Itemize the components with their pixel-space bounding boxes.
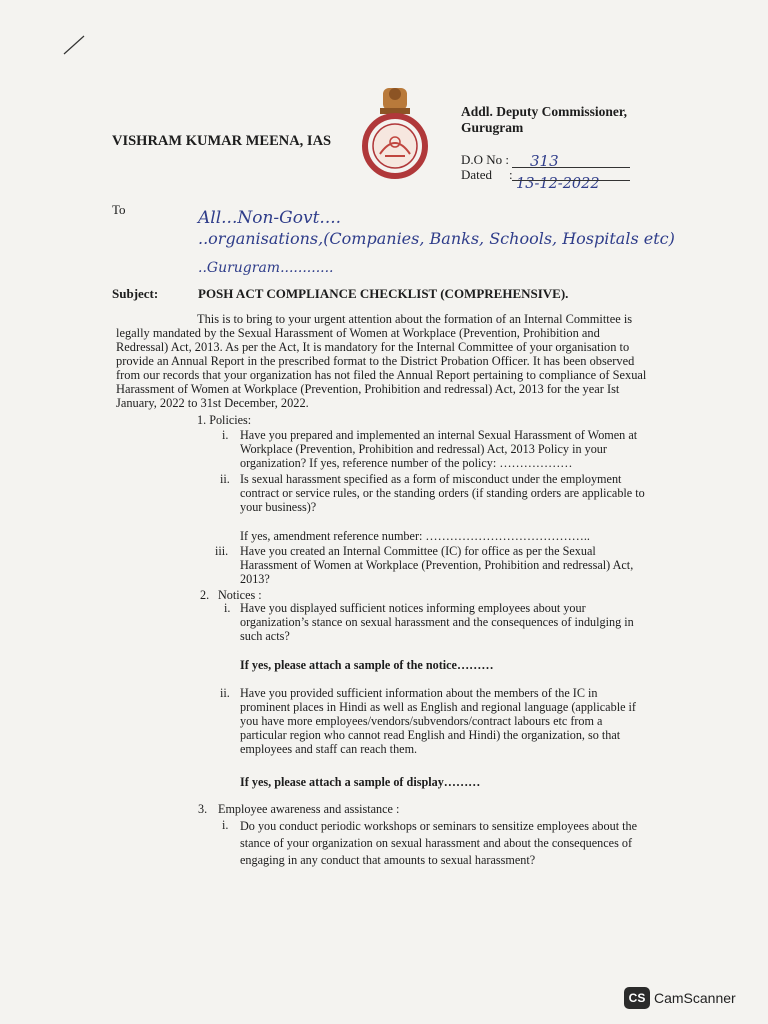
recipient-line-3: ..Gurugram............ [198, 260, 334, 276]
do-value: 313 [530, 152, 559, 170]
intro-line: January, 2022 to 31st December, 2022. [116, 396, 309, 410]
recipient-line-2: ..organisations,(Companies, Banks, Schools, Hospitals etc) [198, 229, 675, 248]
intro-line: legally mandated by the Sexual Harassment of Women at Workplace (Prevention, Prohibition and [116, 326, 600, 340]
notices-question-2: Have you provided sufficient information about the members of the IC in prominent places in Hindi as well as English and regional language (applicable if you have more employees/vendors/subvendors/contract labours etc from a particular region who cannot read English and Hindi) the organization, so that employees and staff can reach them. [240, 686, 636, 756]
section-2-heading: Notices : [218, 588, 262, 602]
officer-name: VISHRAM KUMAR MEENA, IAS [112, 133, 332, 149]
designation: Addl. Deputy Commissioner, [461, 104, 628, 119]
do-underline [512, 167, 630, 168]
section-number: 3. [198, 802, 208, 816]
pen-mark [60, 30, 90, 60]
subject-text: POSH ACT COMPLIANCE CHECKLIST (COMPREHENSIVE). [198, 286, 569, 301]
do-label: D.O No : [461, 152, 510, 167]
awareness-question-1: Do you conduct periodic workshops or seminars to sensitize employees about the stance of your organization on sexual harassment and about the consequences of engaging in any conduct that amounts to sexual harassment? [240, 819, 638, 867]
item-number: ii. [220, 472, 230, 486]
item-number: i. [222, 818, 229, 832]
to-label: To [112, 202, 126, 217]
policy-question-1: Have you prepared and implemented an internal Sexual Harassment of Women at Workplace (Prevention, Prohibition and redressal) Act, 2013 Policy in your organization? If yes, reference number of the policy: ……………… [240, 428, 638, 470]
dated-colon: : [509, 167, 513, 182]
notice-attach-note: If yes, please attach a sample of the notice……… [240, 658, 494, 672]
policy-question-3: Have you created an Internal Committee (IC) for office as per the Sexual Harassment of Women at Workplace (Prevention, Prohibition and redressal) Act, 2013? [240, 544, 634, 586]
intro-line: provide an Annual Report in the prescribed format to the District Probation Officer. It has been observed [116, 354, 635, 368]
intro-line: from our records that your organization has not filed the Annual Report pertaining to compliance of Sexual [116, 368, 647, 382]
item-number: i. [222, 428, 229, 442]
item-number: ii. [220, 686, 230, 700]
camscanner-logo: CS [624, 987, 650, 1009]
camscanner-text: CamScanner [654, 990, 736, 1006]
place: Gurugram [461, 120, 524, 135]
dated-value: 13-12-2022 [516, 176, 600, 192]
subject-label: Subject: [112, 286, 159, 301]
intro-line: Harassment of Women at Workplace (Prevention, Prohibition and redressal) Act, 2013 for the year Ist [116, 382, 620, 396]
policy-question-2: Is sexual harassment specified as a form of misconduct under the employment contract or service rules, or the standing orders (if standing orders are applicable to your business)? [240, 472, 645, 514]
dated-underline [512, 180, 630, 181]
section-number: 2. [200, 588, 210, 602]
dated-label: Dated [461, 167, 493, 182]
item-number: iii. [215, 544, 229, 558]
amendment-reference: If yes, amendment reference number: ………………………………….. [240, 529, 590, 543]
item-number: i. [224, 601, 231, 615]
intro-line: This is to bring to your urgent attention about the formation of an Internal Committee is [197, 312, 633, 326]
section-3-heading: Employee awareness and assistance : [218, 802, 400, 816]
display-attach-note: If yes, please attach a sample of display……… [240, 775, 481, 789]
intro-line: Redressal) Act, 2013. As per the Act, It is mandatory for the Internal Committee of your organisation to [116, 340, 630, 354]
haryana-govt-emblem [350, 84, 440, 179]
recipient-line-1: All...Non-Govt.... [198, 208, 342, 228]
notices-question-1: Have you displayed sufficient notices informing employees about your organization’s stance on sexual harassment and the consequences of indulging in such acts? [240, 601, 634, 643]
section-1-heading: 1. Policies: [197, 413, 252, 427]
